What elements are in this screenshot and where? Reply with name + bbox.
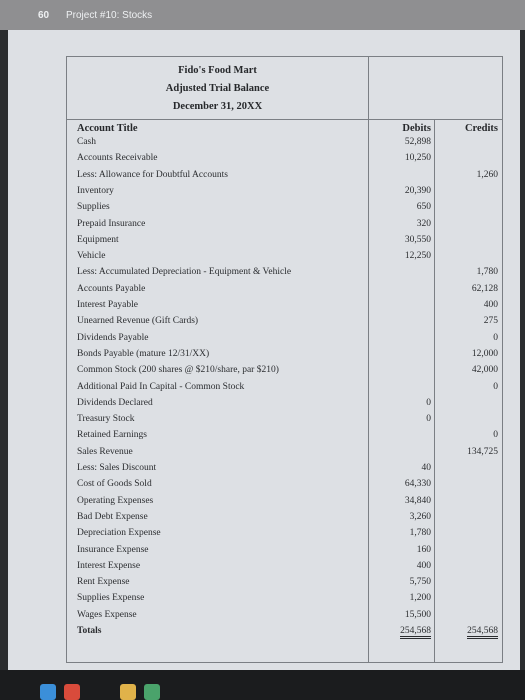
credit-cell: 12,000: [471, 348, 498, 359]
account-title-cell: Treasury Stock: [77, 414, 135, 425]
table-row: [67, 545, 502, 559]
account-title-cell: Cost of Goods Sold: [77, 479, 152, 490]
debit-cell: 5,750: [409, 577, 431, 588]
account-title-cell: Unearned Revenue (Gift Cards): [77, 316, 199, 327]
table-row: [67, 316, 502, 330]
debit-cell: 320: [416, 218, 431, 229]
table-row: [67, 528, 502, 542]
credit-cell: 0: [493, 381, 498, 392]
account-title-cell: Accounts Receivable: [77, 153, 158, 164]
report-date: December 31, 20XX: [172, 101, 263, 112]
table-row: [67, 186, 502, 200]
debit-cell: 52,898: [404, 137, 431, 147]
table-row: [67, 463, 502, 477]
table-row: [67, 430, 502, 444]
account-title-cell: Totals: [77, 626, 102, 636]
table-row: [67, 479, 502, 493]
credit-cell: 1,780: [476, 267, 498, 278]
table-row: [67, 153, 502, 167]
project-title: Project #10: Stocks: [66, 10, 153, 21]
report-heading: [67, 57, 369, 120]
debit-cell: 15,500: [404, 609, 431, 620]
debit-cell: 40: [421, 463, 431, 473]
app-icon[interactable]: [40, 684, 56, 700]
account-title-cell: Bonds Payable (mature 12/31/XX): [77, 348, 210, 359]
debit-cell: 1,200: [409, 593, 431, 604]
credit-cell: 134,725: [467, 446, 498, 457]
debit-cell: 20,390: [404, 185, 431, 196]
account-title-cell: Rent Expense: [77, 577, 130, 588]
account-title-cell: Less: Allowance for Doubtful Accounts: [77, 169, 228, 180]
debit-cell: 3,260: [409, 511, 431, 522]
account-title-cell: Accounts Payable: [77, 283, 146, 294]
account-title-cell: Equipment: [77, 234, 119, 245]
debit-cell: 10,250: [404, 153, 431, 164]
debit-cell: 30,550: [404, 234, 431, 245]
debit-cell: 1,780: [409, 528, 431, 539]
account-title-cell: Wages Expense: [77, 609, 137, 620]
page-number: 60: [38, 10, 50, 21]
company-name: Fido's Food Mart: [178, 65, 257, 76]
credit-cell: 62,128: [471, 283, 498, 294]
taskbar: [0, 670, 525, 700]
account-title-cell: Additional Paid In Capital - Common Stock: [77, 381, 245, 392]
report-title: Adjusted Trial Balance: [165, 83, 270, 94]
table-row: [67, 202, 502, 216]
debit-cell: 254,568: [400, 626, 431, 639]
account-title-cell: Insurance Expense: [77, 544, 149, 555]
account-title-cell: Interest Payable: [77, 300, 138, 310]
account-title-cell: Supplies Expense: [77, 593, 145, 604]
account-title-cell: Supplies: [77, 202, 110, 213]
table-row: [67, 398, 502, 412]
account-title-cell: Operating Expenses: [77, 495, 154, 506]
credit-cell: 0: [493, 430, 498, 441]
table-row: [67, 137, 502, 151]
debit-cell: 12,250: [404, 251, 431, 262]
credit-cell: 275: [483, 316, 498, 327]
table-row: [67, 593, 502, 607]
table-row: [67, 219, 502, 233]
document-page: [8, 30, 520, 670]
credit-cell: 254,568: [467, 626, 498, 639]
table-row: [67, 512, 502, 526]
table-row: [67, 610, 502, 624]
account-title-cell: Dividends Payable: [77, 332, 149, 343]
account-title-cell: Interest Expense: [77, 560, 141, 571]
debit-cell: 160: [416, 544, 431, 555]
credit-cell: 1,260: [476, 169, 498, 180]
table-row: [67, 414, 502, 428]
account-title-cell: Prepaid Insurance: [77, 218, 146, 229]
trial-balance-table: [66, 56, 503, 663]
account-title-cell: Sales Revenue: [77, 446, 133, 457]
table-row: [67, 577, 502, 591]
table-row: [67, 496, 502, 510]
account-title-cell: Inventory: [77, 185, 114, 196]
app-icon[interactable]: [120, 684, 136, 700]
account-title-cell: Common Stock (200 shares @ $210/share, par $210): [77, 365, 279, 376]
table-row: [67, 365, 502, 379]
credit-cell: 42,000: [471, 365, 498, 376]
debit-cell: 64,330: [404, 479, 431, 490]
debit-cell: 34,840: [404, 495, 431, 506]
debit-cell: 0: [426, 414, 431, 425]
account-title-cell: Vehicle: [77, 251, 106, 262]
app-icon[interactable]: [64, 684, 80, 700]
table-row: [67, 235, 502, 249]
credit-cell: 400: [483, 300, 498, 310]
credit-cell: 0: [493, 332, 498, 343]
account-title-cell: Depreciation Expense: [77, 528, 161, 539]
debit-cell: 400: [416, 560, 431, 571]
column-header-credits: Credits: [464, 123, 498, 134]
account-title-cell: Less: Sales Discount: [77, 463, 157, 473]
account-title-cell: Cash: [77, 137, 96, 147]
table-row: [67, 170, 502, 184]
table-row: [67, 382, 502, 396]
table-row: [67, 333, 502, 347]
table-row: [67, 267, 502, 281]
account-title-cell: Dividends Declared: [77, 397, 153, 408]
top-header-bar: [0, 0, 525, 30]
table-row: [67, 626, 502, 640]
debit-cell: 650: [416, 202, 431, 213]
table-row: [67, 561, 502, 575]
account-title-cell: Less: Accumulated Depreciation - Equipment & Vehicle: [77, 267, 292, 278]
table-row: [67, 447, 502, 461]
table-row: [67, 349, 502, 363]
account-title-cell: Retained Earnings: [77, 430, 147, 441]
account-title-cell: Bad Debt Expense: [77, 511, 148, 522]
column-header-account: Account Title: [77, 123, 138, 134]
table-row: [67, 251, 502, 265]
table-row: [67, 284, 502, 298]
column-header-debits: Debits: [402, 123, 431, 134]
table-row: [67, 300, 502, 314]
app-icon[interactable]: [144, 684, 160, 700]
debit-cell: 0: [426, 397, 431, 408]
